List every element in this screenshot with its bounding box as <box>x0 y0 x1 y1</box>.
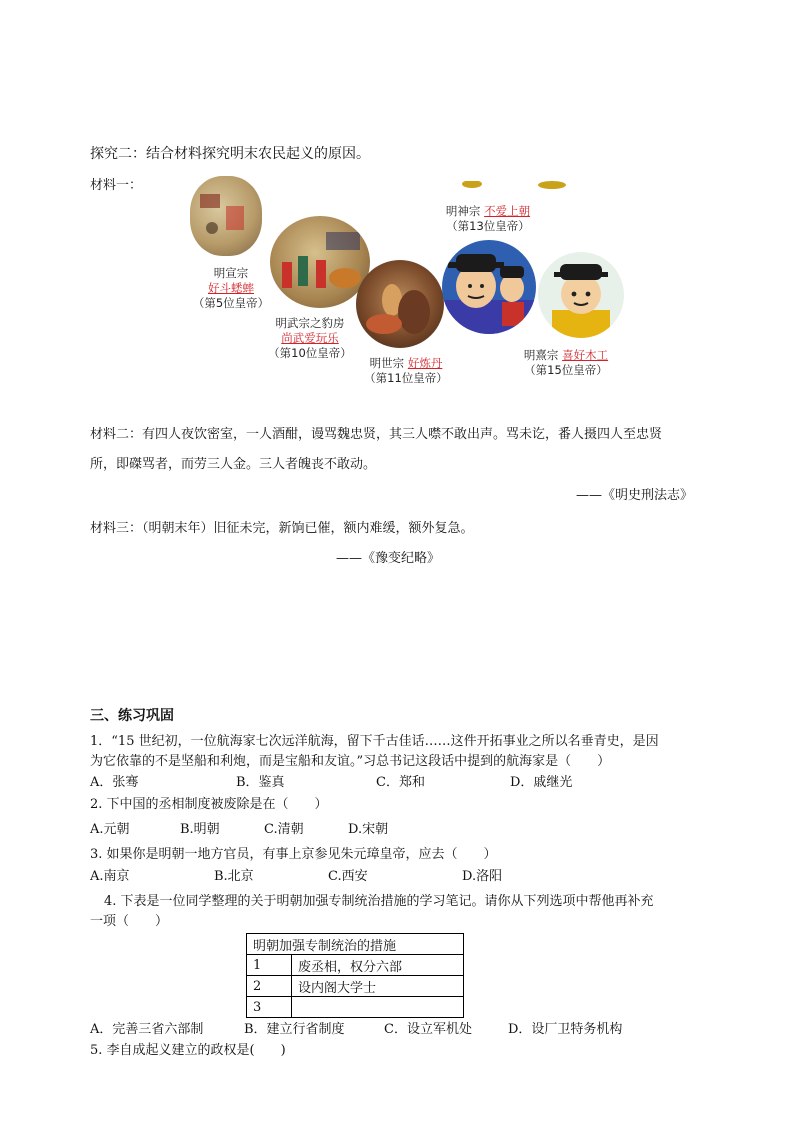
q5-text: 5. 李自成起义建立的政权是( ) <box>90 1043 286 1058</box>
q2-option-a[interactable]: A.元朝 <box>90 822 130 837</box>
table-cell-num: 1 <box>247 955 292 976</box>
q4-option-b[interactable]: B．建立行省制度 <box>244 1022 345 1037</box>
wuzong-rank: （第10位皇帝） <box>268 346 352 360</box>
top-fragment-image <box>460 176 570 186</box>
q3-option-b[interactable]: B.北京 <box>214 869 254 884</box>
xizong-name: 明熹宗 <box>523 348 559 362</box>
alchemy-image <box>356 260 444 348</box>
material2-source: ——《明史刑法志》 <box>576 488 694 503</box>
table-row <box>247 976 464 997</box>
shenzong-cartoon <box>442 240 536 334</box>
xizong-rank: （第15位皇帝） <box>524 363 608 377</box>
q4-option-c[interactable]: C．设立军机处 <box>384 1022 472 1037</box>
q3-option-a[interactable]: A.南京 <box>90 869 130 884</box>
q4-line2: 一项（ ） <box>90 914 169 929</box>
q2-option-d[interactable]: D.宋朝 <box>348 822 389 837</box>
table-cell-text: 设内阁大学士 <box>292 976 464 997</box>
table-cell-num: 2 <box>247 976 292 997</box>
q4-notes-table <box>246 933 464 1018</box>
table-row <box>247 955 464 976</box>
table-cell-text: 废丞相，权分六部 <box>292 955 464 976</box>
caption-shizong <box>356 356 456 386</box>
shenzong-rank: （第13位皇帝） <box>446 219 530 233</box>
wuzong-name: 明武宗之豹房 <box>275 316 345 330</box>
q3-text: 3. 如果你是明朝一地方官员，有事上京参见朱元璋皇帝，应去（ ） <box>90 847 497 862</box>
emperors-collage <box>176 176 609 398</box>
shizong-line <box>356 356 456 371</box>
q3-option-d[interactable]: D.洛阳 <box>462 869 503 884</box>
practice-heading: 三、练习巩固 <box>90 708 174 724</box>
q1-option-a[interactable]: A．张骞 <box>90 775 139 790</box>
explore2-title: 探究二：结合材料探究明末农民起义的原因。 <box>90 146 370 162</box>
q2-option-b[interactable]: B.明朝 <box>180 822 220 837</box>
xizong-trait: 喜好木工 <box>562 348 609 362</box>
q1-line1: 1．“15 世纪初，一位航海家七次远洋航海，留下千古佳话……这件开拓事业之所以名垂青史，是因 <box>90 734 659 749</box>
material2-line2: 所，即磔骂者，而劳三人金。三人者魄丧不敢动。 <box>90 457 377 472</box>
q4-line1: 4. 下表是一位同学整理的关于明朝加强专制统治措施的学习笔记。请你从下列选项中帮他再补充 <box>104 894 654 909</box>
q4-option-d[interactable]: D．设厂卫特务机构 <box>508 1022 623 1037</box>
q1-option-d[interactable]: D．戚继光 <box>510 775 573 790</box>
table-header-row <box>247 934 464 955</box>
q1-line2: 为它依靠的不是坚船和利炮，而是宝船和友谊。”习总书记这段话中提到的航海家是（ ） <box>90 754 611 769</box>
table-row <box>247 997 464 1018</box>
shenzong-trait: 不爱上朝 <box>484 204 531 218</box>
shenzong-line <box>432 204 544 219</box>
table-cell-num: 3 <box>247 997 292 1018</box>
caption-wuzong <box>260 316 360 361</box>
material1-label: 材料一： <box>90 178 143 193</box>
q4-option-a[interactable]: A．完善三省六部制 <box>90 1022 204 1037</box>
q1-option-b[interactable]: B．鉴真 <box>236 775 285 790</box>
q2-text: 2. 下中国的丞相制度被废除是在（ ） <box>90 797 328 812</box>
xizong-cartoon <box>538 252 624 338</box>
xizong-line <box>510 348 622 363</box>
xuanzong-name: 明宣宗 <box>213 266 249 280</box>
shizong-name: 明世宗 <box>369 356 405 370</box>
material3-source: ——《豫变纪略》 <box>336 551 441 566</box>
shizong-rank: （第11位皇帝） <box>364 371 448 385</box>
xuanzong-rank: （第5位皇帝） <box>192 296 270 310</box>
shizong-trait: 好炼丹 <box>407 356 443 370</box>
material3-line: 材料三：（明朝末年）旧征未完，新饷已催，额内难缓，额外复急。 <box>90 521 474 536</box>
caption-xuanzong <box>190 266 272 311</box>
table-header: 明朝加强专制统治的措施 <box>247 934 464 955</box>
procession-image <box>270 216 370 308</box>
table-cell-text <box>292 997 464 1018</box>
shenzong-name: 明神宗 <box>445 204 481 218</box>
caption-xizong <box>510 348 622 378</box>
court-painting-image <box>190 176 262 256</box>
wuzong-trait: 尚武爱玩乐 <box>281 331 339 345</box>
q1-option-c[interactable]: C．郑和 <box>376 775 425 790</box>
xuanzong-trait: 好斗蟋蟀 <box>208 281 254 295</box>
q2-option-c[interactable]: C.清朝 <box>264 822 304 837</box>
caption-shenzong <box>432 204 544 234</box>
material2-line1: 材料二：有四人夜饮密室，一人酒酣，谩骂魏忠贤，其三人噤不敢出声。骂未讫，番人摄四人至忠贤 <box>90 427 663 442</box>
q3-option-c[interactable]: C.西安 <box>328 869 368 884</box>
